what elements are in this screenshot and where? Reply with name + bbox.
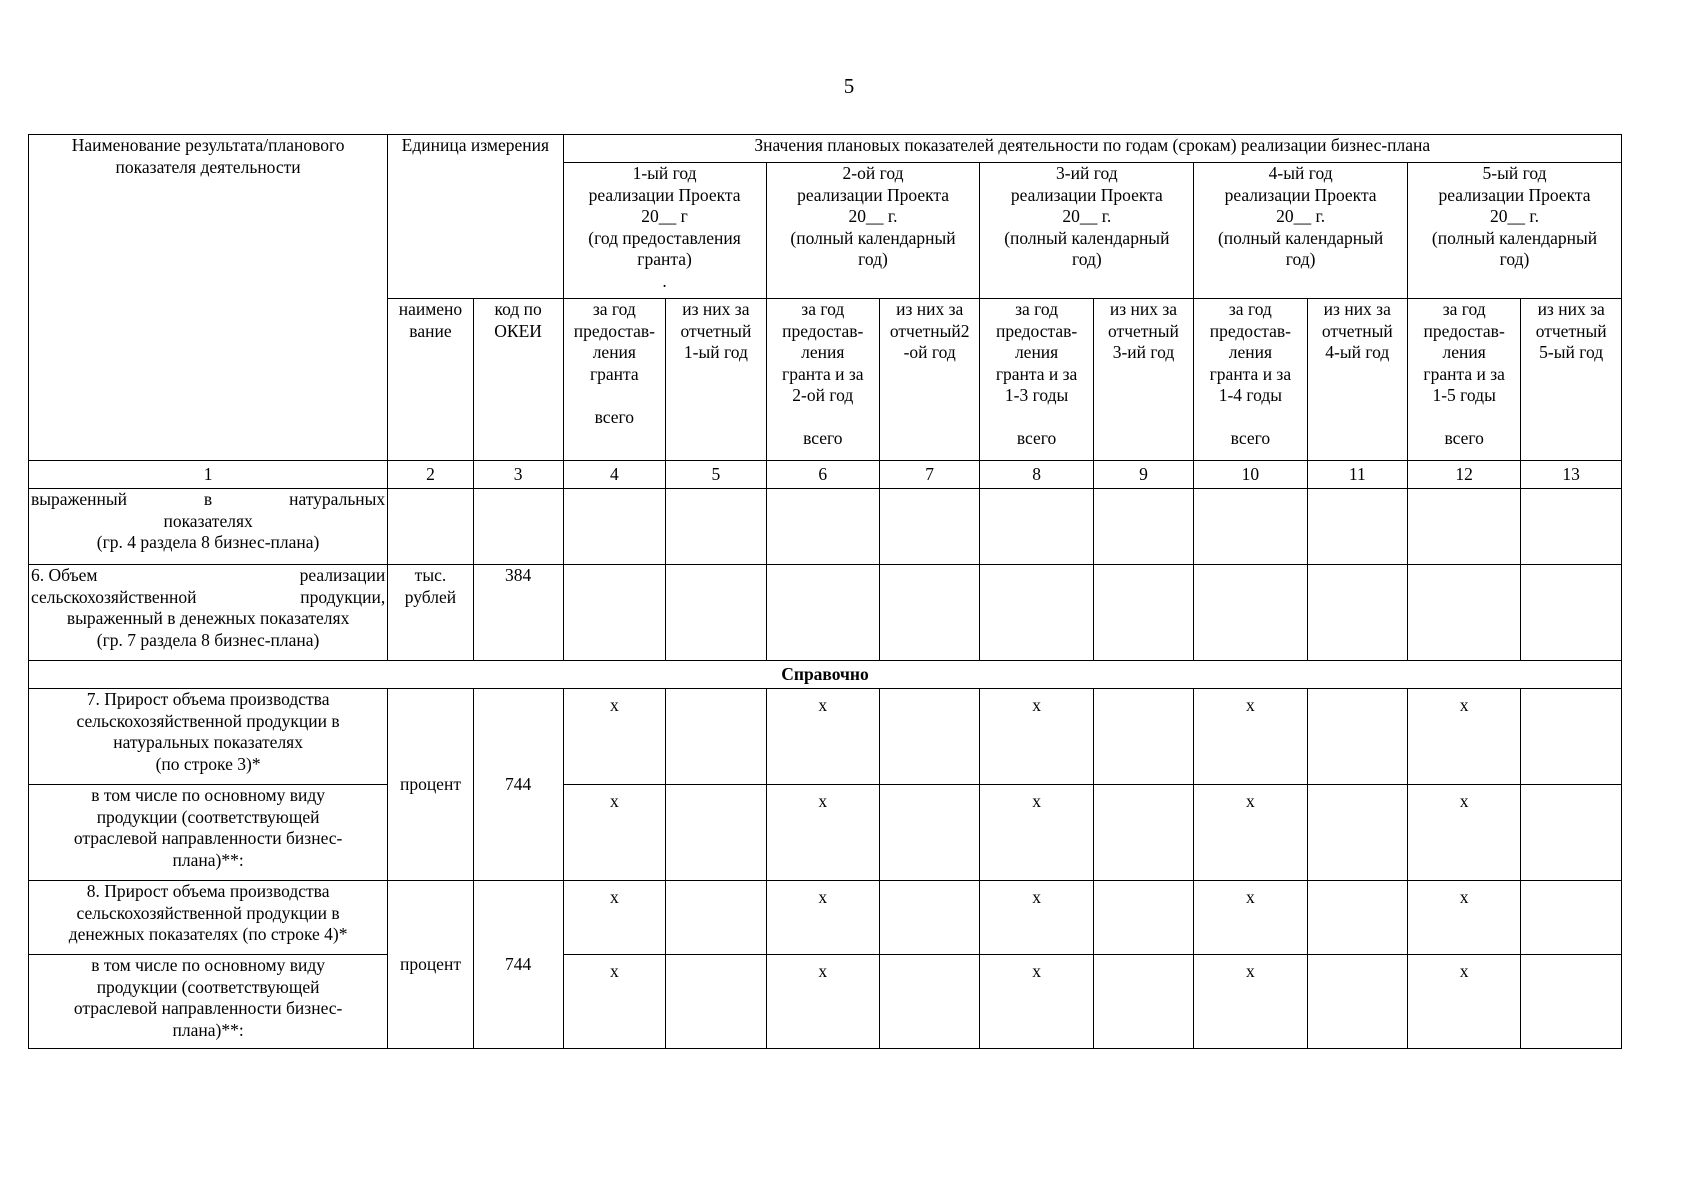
x-mark: x (980, 689, 1093, 785)
row8-label: 8. Прирост объема производства сельскохозяйственной продукции в денежных показателях (по строке 4)* (29, 881, 388, 955)
table-row (29, 689, 1622, 785)
row7-unit: процент (388, 689, 474, 881)
header-y5-total: за год предостав- ления гранта и за 1-5 годы всего (1408, 299, 1521, 461)
header-year-3: 3-ий год реализации Проекта 20__ г. (полный календарный год) (980, 163, 1194, 299)
header-y3-total: за год предостав- ления гранта и за 1-3 годы всего (980, 299, 1093, 461)
col-number: 5 (666, 461, 766, 489)
header-y5-of-them: из них за отчетный 5-ый год (1521, 299, 1622, 461)
table-row (29, 489, 1622, 565)
row6-label: 6. Объем реализации сельскохозяйственной продукции, выраженный в денежных показателях (гр. 7 раздела 8 бизнес-плана) (29, 565, 388, 661)
col-number: 3 (473, 461, 563, 489)
x-mark: x (563, 955, 666, 1049)
x-mark: x (766, 689, 879, 785)
header-values-group: Значения плановых показателей деятельности по годам (срокам) реализации бизнес-плана (563, 135, 1621, 163)
col-number: 13 (1521, 461, 1622, 489)
table-row (29, 565, 1622, 661)
x-mark: x (980, 955, 1093, 1049)
header-year-5: 5-ый год реализации Проекта 20__ г. (полный календарный год) (1408, 163, 1622, 299)
header-y4-of-them: из них за отчетный 4-ый год (1307, 299, 1407, 461)
header-y1-total: за год предостав- ления гранта всего (563, 299, 666, 461)
col-number: 6 (766, 461, 879, 489)
header-result-name: Наименование результата/планового показателя деятельности (29, 135, 388, 461)
row6-unit: тыс. рублей (388, 565, 474, 661)
header-unit-name: наимено вание (388, 299, 474, 461)
row8-sub-label: в том числе по основному виду продукции (соответствующей отраслевой направленности бизнес- плана)**: (29, 955, 388, 1049)
col-number: 11 (1307, 461, 1407, 489)
header-unit-group: Единица измерения (388, 135, 563, 299)
plan-indicators-table (28, 134, 1622, 1049)
row7-label: 7. Прирост объема производства сельскохозяйственной продукции в натуральных показателях (по строке 3)* (29, 689, 388, 785)
x-mark: x (766, 881, 879, 955)
header-y1-of-them: из них за отчетный 1-ый год (666, 299, 766, 461)
x-mark: x (1194, 689, 1307, 785)
header-y2-of-them: из них за отчетный2 -ой год (879, 299, 979, 461)
x-mark: x (563, 785, 666, 881)
row8-unit: процент (388, 881, 474, 1049)
col-number: 2 (388, 461, 474, 489)
row6-code: 384 (473, 565, 563, 661)
col-number: 8 (980, 461, 1093, 489)
header-year-1: 1-ый год реализации Проекта 20__ г (год предоставления гранта) . (563, 163, 766, 299)
x-mark: x (980, 881, 1093, 955)
col-number: 10 (1194, 461, 1307, 489)
header-y2-total: за год предостав- ления гранта и за 2-ой год всего (766, 299, 879, 461)
x-mark: x (1408, 785, 1521, 881)
table-row (29, 785, 1622, 881)
col-number: 12 (1408, 461, 1521, 489)
x-mark: x (980, 785, 1093, 881)
table-row (29, 881, 1622, 955)
x-mark: x (563, 689, 666, 785)
table-row (29, 955, 1622, 1049)
x-mark: x (1194, 955, 1307, 1049)
x-mark: x (563, 881, 666, 955)
row7-sub-label: в том числе по основному виду продукции (соответствующей отраслевой направленности бизнес- плана)**: (29, 785, 388, 881)
x-mark: x (766, 955, 879, 1049)
header-year-4: 4-ый год реализации Проекта 20__ г. (полный календарный год) (1194, 163, 1408, 299)
x-mark: x (1194, 785, 1307, 881)
header-y3-of-them: из них за отчетный 3-ий год (1093, 299, 1193, 461)
x-mark: x (1408, 881, 1521, 955)
x-mark: x (1194, 881, 1307, 955)
col-number: 7 (879, 461, 979, 489)
reference-section-title: Справочно (29, 661, 1622, 689)
col-number: 1 (29, 461, 388, 489)
header-unit-code: код по ОКЕИ (473, 299, 563, 461)
col-number: 4 (563, 461, 666, 489)
column-numbers-row (29, 461, 1622, 489)
header-y4-total: за год предостав- ления гранта и за 1-4 годы всего (1194, 299, 1307, 461)
x-mark: x (1408, 689, 1521, 785)
row8-code: 744 (473, 881, 563, 1049)
x-mark: x (1408, 955, 1521, 1049)
row7-code: 744 (473, 689, 563, 881)
col-number: 9 (1093, 461, 1193, 489)
header-year-2: 2-ой год реализации Проекта 20__ г. (полный календарный год) (766, 163, 980, 299)
x-mark: x (766, 785, 879, 881)
page-number: 5 (843, 74, 855, 98)
row5-continuation-label: выраженный в натуральных показателях (гр. 4 раздела 8 бизнес-плана) (29, 489, 388, 565)
